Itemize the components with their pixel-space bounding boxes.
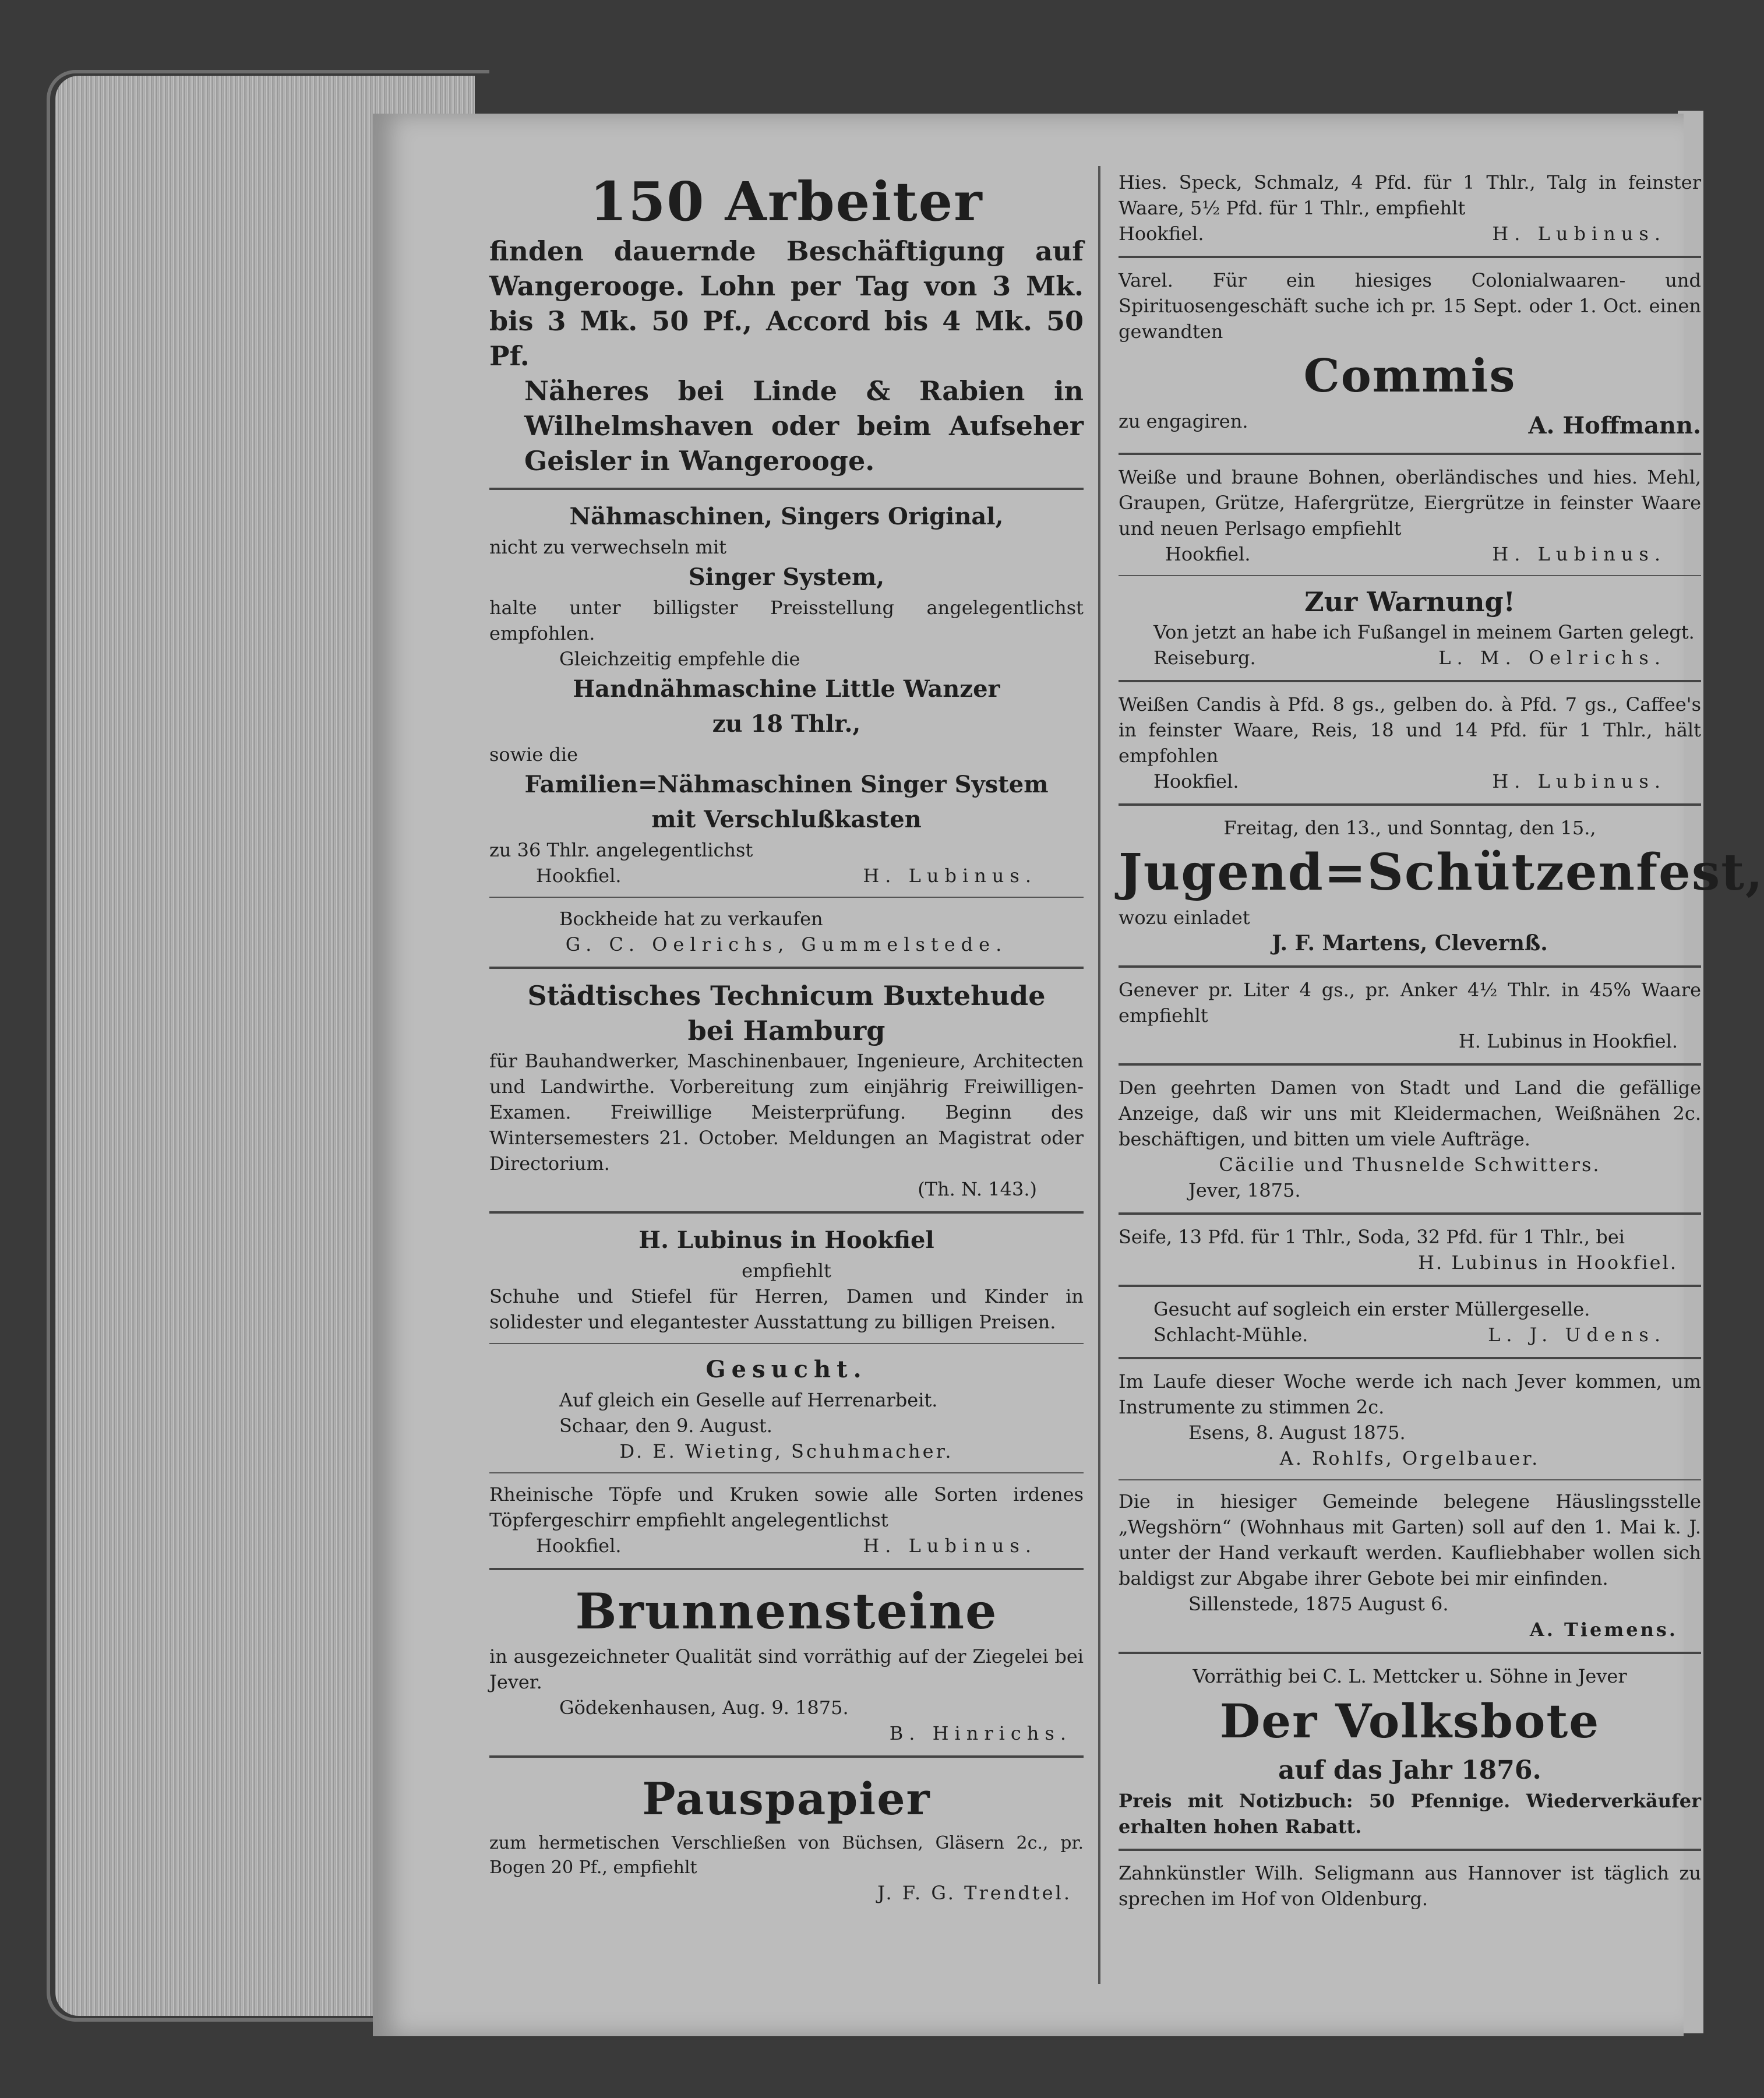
ad-sub: empfiehlt (742, 1260, 831, 1282)
ad-signature (1119, 408, 1701, 443)
ad-signature: B. Hinrichs. (889, 1722, 1072, 1744)
ad-signature (489, 1533, 1084, 1558)
ad-lubinus-schuhe (489, 1219, 1084, 1341)
ad-sub: nicht zu verwechseln mit (489, 536, 727, 558)
divider (1119, 1063, 1701, 1066)
ad-commis (1119, 264, 1701, 449)
ad-place: Hookfiel. (1119, 223, 1204, 245)
ad-muellergeselle (1119, 1293, 1701, 1353)
ad-place: Hookfiel. (536, 1535, 622, 1557)
ad-name: A. Hoffmann. (1528, 412, 1701, 439)
ad-signature: A. Rohlfs, Orgelbauer. (1279, 1447, 1540, 1469)
ad-body: Von jetzt an habe ich Fußangel in meinem Garten gelegt. (1153, 621, 1695, 643)
divider (1119, 803, 1701, 806)
ad-signature: G. C. Oelrichs, Gummelstede. (565, 933, 1008, 955)
ad-place: Schlacht-Mühle. (1153, 1324, 1308, 1346)
ad-also: Gleichzeitig empfehle die (559, 648, 800, 670)
divider (489, 897, 1084, 898)
ad-body: Varel. Für ein hiesiges Colonialwaaren- und Spirituosengeschäft suche ich pr. 15 Sept. oder 1. Oct. einen gewandten (1119, 269, 1701, 343)
ad-body: in ausgezeichneter Qualität sind vorräthig auf der Ziegelei bei Jever. (489, 1645, 1084, 1693)
ad-signature (1119, 768, 1701, 794)
ad-title: Gesucht. (705, 1356, 867, 1383)
ad-title: 150 Arbeiter (590, 170, 983, 233)
ad-name: H. Lubinus. (863, 1535, 1037, 1557)
ad-name: L. M. Oelrichs. (1438, 647, 1666, 669)
ad-signature: D. E. Wieting, Schuhmacher. (619, 1440, 954, 1462)
divider (1119, 680, 1701, 682)
ad-sowie: sowie die (489, 743, 578, 766)
ad-body: halte unter billigster Preisstellung angelegentlichst empfohlen. (489, 597, 1084, 644)
ad-ref: (Th. N. 143.) (918, 1178, 1037, 1200)
divider (489, 1568, 1084, 1570)
ad-seife (1119, 1221, 1701, 1281)
divider (489, 1343, 1084, 1344)
ad-schuetzenfest (1119, 812, 1764, 962)
divider (1119, 1849, 1701, 1851)
divider (1119, 1652, 1701, 1654)
ad-name: L. J. Udens. (1488, 1324, 1666, 1346)
ad-candis (1119, 688, 1701, 800)
ad-body: Weiße und braune Bohnen, oberländisches und hies. Mehl, Graupen, Grütze, Hafergrütze, Eiergrütze in feinster Waare und neuen Perlsago empfiehlt (1119, 466, 1701, 540)
ad-bockheide (489, 902, 1084, 963)
ad-place: Jever, 1875. (1188, 1179, 1301, 1201)
ad-warnung (1119, 581, 1701, 676)
ad-date: Schaar, den 9. August. (559, 1415, 772, 1437)
ad-haeuslingsstelle (1119, 1485, 1701, 1648)
ad-familien: Familien=Nähmaschinen Singer System (524, 771, 1049, 798)
ad-body: Hies. Speck, Schmalz, 4 Pfd. für 1 Thlr., Talg in feinster Waare, 5½ Pfd. für 1 Thlr., empfiehlt (1119, 171, 1701, 219)
ad-signature (1119, 541, 1701, 567)
divider (489, 1472, 1084, 1473)
ad-signature: A. Tiemens. (1529, 1619, 1678, 1641)
ad-speck (1119, 166, 1701, 252)
ad-body: finden dauernde Beschäftigung auf Wangerooge. Lohn per Tag von 3 Mk. bis 3 Mk. 50 Pf., Accord bis 4 Mk. 50 Pf. (489, 235, 1084, 372)
ad-hand: Handnähmaschine Little Wanzer (573, 675, 1000, 703)
ad-year: auf das Jahr 1876. (1278, 1755, 1541, 1785)
ad-body: Schuhe und Stiefel für Herren, Damen und Kinder in solidester und elegantester Ausstattung zu billigen Preisen. (489, 1285, 1084, 1333)
ad-title: Zur Warnung! (1304, 586, 1515, 618)
ad-price: zu 18 Thlr., (712, 710, 861, 738)
ad-orgelbauer (1119, 1365, 1701, 1477)
ad-title: Jugend=Schützenfest, (1119, 843, 1764, 902)
ad-signature: J. F. G. Trendtel. (877, 1882, 1072, 1904)
ad-toepfe (489, 1478, 1084, 1564)
ad-body: Genever pr. Liter 4 gs., pr. Anker 4½ Thlr. in 45% Waare empfiehlt (1119, 979, 1701, 1027)
ad-naehmaschinen (489, 496, 1084, 894)
ad-title: Commis (1303, 350, 1516, 403)
ad-body: für Bauhandwerker, Maschinenbauer, Ingenieure, Architecten und Landwirthe. Vorbereitung zum einjährig Freiwilligen-Examen. Freiwillige Meisterprüfung. Beginn des Wintersemesters 21. October. Meldungen an Magistrat oder Directorium. (489, 1050, 1084, 1175)
ad-date: Freitag, den 13., und Sonntag, den 15., (1223, 817, 1596, 839)
ad-body: Den geehrten Damen von Stadt und Land die gefällige Anzeige, daß wir uns mit Kleidermachen, Weißnähen 2c. beschäftigen, und bitten um viele Aufträge. (1119, 1077, 1701, 1150)
ad-signature: Cäcilie und Thusnelde Schwitters. (1219, 1154, 1601, 1176)
ad-signature (489, 863, 1084, 888)
ad-technicum (489, 975, 1084, 1208)
ad-volksbote (1119, 1660, 1701, 1845)
ad-signature (1119, 645, 1701, 671)
ad-body: zum hermetischen Verschließen von Büchsen, Gläsern 2c., pr. Bogen 20 Pf., empfiehlt (489, 1833, 1084, 1878)
ad-place: Hookfiel. (536, 865, 622, 887)
divider (489, 488, 1084, 490)
ad-signature: H. Lubinus in Hookfiel. (1458, 1030, 1678, 1052)
newspaper-page (373, 114, 1764, 2036)
ad-sub: bei Hamburg (687, 1015, 885, 1046)
ad-sub: wozu einladet (1119, 907, 1250, 929)
ad-body: Die in hiesiger Gemeinde belegene Häuslingsstelle „Wegshörn“ (Wohnhaus mit Garten) soll auf den 1. Mai k. J. unter der Hand verkauft werden. Kaufliebhaber wollen sich baldigst zur Abgabe ihrer Gebote bei mir einfinden. (1119, 1490, 1701, 1589)
ad-title: Brunnensteine (575, 1582, 998, 1640)
ad-name: H. Lubinus. (863, 865, 1037, 887)
ad-gesucht (489, 1349, 1084, 1470)
ad-body: Bockheide hat zu verkaufen (559, 908, 823, 930)
ad-signature: J. F. Martens, Clevernß. (1272, 931, 1548, 955)
ad-body: Auf gleich ein Geselle auf Herrenarbeit. (559, 1389, 938, 1411)
ad-name: H. Lubinus. (1492, 223, 1666, 245)
ad-mit: mit Verschlußkasten (651, 806, 922, 833)
ad-body: Gesucht auf sogleich ein erster Müllergeselle. (1153, 1298, 1590, 1320)
divider (489, 967, 1084, 969)
ad-zahnkuenstler (1119, 1857, 1701, 1917)
ad-arbeiter (489, 166, 1084, 484)
divider (1119, 1212, 1701, 1215)
ad-signature (1119, 221, 1701, 246)
ad-place: Reiseburg. (1153, 647, 1256, 669)
ad-brunnensteine (489, 1576, 1084, 1752)
divider (1119, 965, 1701, 968)
right-column (1119, 166, 1764, 1917)
ad-tail: zu engagiren. (1119, 410, 1248, 432)
divider (1119, 453, 1701, 455)
ad-body: Weißen Candis à Pfd. 8 gs., gelben do. à Pfd. 7 gs., Caffee's in feinster Waare, Reis, 18 und 14 Pfd. für 1 Thlr., hält empfohlen (1119, 693, 1701, 767)
divider (1119, 1285, 1701, 1287)
ad-heading: Nähmaschinen, Singers Original, (569, 503, 1004, 530)
ad-body: Im Laufe dieser Woche werde ich nach Jever kommen, um Instrumente zu stimmen 2c. (1119, 1370, 1701, 1418)
ad-contact: Näheres bei Linde & Rabien in Wilhelmshaven oder beim Aufseher Geisler in Wangerooge. (524, 375, 1084, 477)
ad-body: Seife, 13 Pfd. für 1 Thlr., Soda, 32 Pfd. für 1 Thlr., bei (1119, 1226, 1625, 1248)
ad-place: Hookfiel. (1165, 543, 1251, 565)
ad-genever (1119, 974, 1701, 1060)
ad-place: Hookfiel. (1153, 770, 1239, 792)
divider (1119, 1357, 1701, 1359)
ad-date: Esens, 8. August 1875. (1188, 1422, 1406, 1444)
ad-body: Preis mit Notizbuch: 50 Pfennige. Wiederverkäufer erhalten hohen Rabatt. (1119, 1790, 1701, 1838)
ad-bohnen (1119, 461, 1701, 573)
ad-pauspapier (489, 1764, 1084, 1912)
divider (1119, 1479, 1701, 1480)
column-divider (1098, 166, 1100, 1984)
divider (489, 1211, 1084, 1214)
ad-name: H. Lubinus. (1492, 543, 1666, 565)
ad-signature (1119, 1322, 1701, 1348)
divider (489, 1755, 1084, 1758)
ad-title: Städtisches Technicum Buxtehude (527, 980, 1046, 1011)
ad-signature: H. Lubinus in Hookfiel. (1418, 1251, 1678, 1274)
ad-date: Sillenstede, 1875 August 6. (1188, 1593, 1449, 1615)
ad-system: Singer System, (688, 563, 885, 591)
ad-title: Pauspapier (642, 1773, 931, 1825)
ad-body: Rheinische Töpfe und Kruken sowie alle Sorten irdenes Töpfergeschirr empfiehlt angelegentlichst (489, 1483, 1084, 1531)
ad-title: H. Lubinus in Hookfiel (638, 1226, 934, 1254)
ad-body: Zahnkünstler Wilh. Seligmann aus Hannover ist täglich zu sprechen im Hof von Oldenburg. (1119, 1862, 1701, 1910)
divider (1119, 256, 1701, 258)
ad-pre: Vorräthig bei C. L. Mettcker u. Söhne in Jever (1193, 1665, 1627, 1687)
ad-price: zu 36 Thlr. angelegentlichst (489, 839, 753, 861)
ad-date: Gödekenhausen, Aug. 9. 1875. (559, 1697, 849, 1719)
divider (1119, 575, 1701, 576)
left-column (489, 166, 1084, 1912)
ad-name: H. Lubinus. (1492, 770, 1666, 792)
ad-title: Der Volksbote (1219, 1694, 1600, 1748)
ad-damen (1119, 1071, 1701, 1209)
